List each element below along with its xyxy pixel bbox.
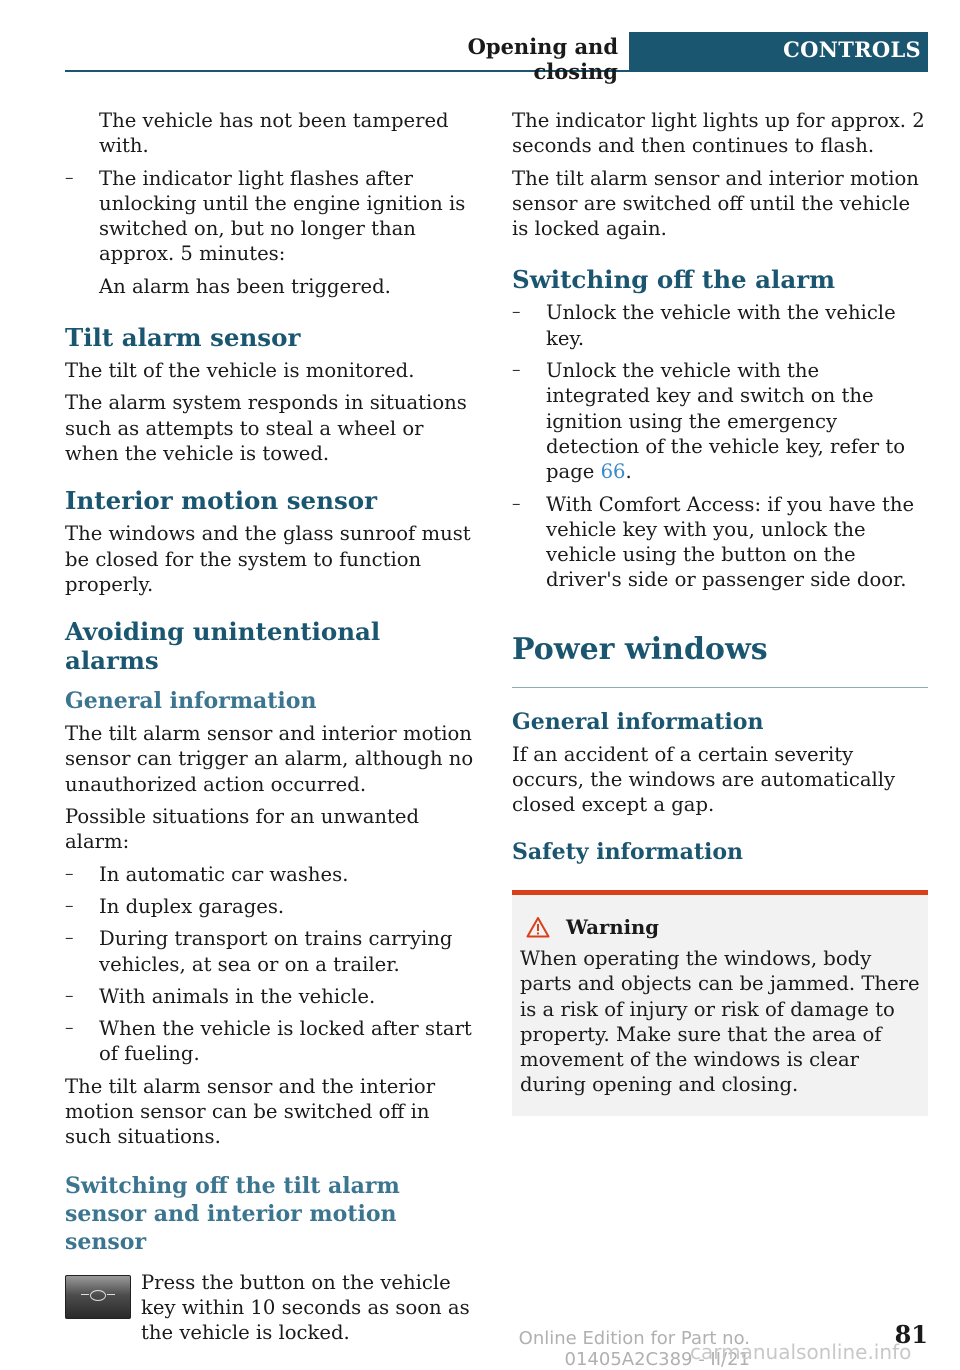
- list-item: – With animals in the vehicle.: [65, 984, 480, 1009]
- paragraph-general: The tilt alarm sensor and interior motion sensor can trigger an alarm, although no unauthorized action occurred.: [65, 722, 474, 796]
- warning-header: [526, 915, 920, 940]
- paragraph-tampered: The vehicle has not been tampered with.: [99, 109, 449, 158]
- right-column: [512, 108, 928, 1116]
- paragraph-interior: The windows and the glass sunroof must be closed for the system to function properly.: [65, 522, 471, 596]
- heading-avoiding-alarms: Avoiding unintentional alarms: [65, 617, 381, 676]
- paragraph-general-windows: If an accident of a certain severity occurs, the windows are automatically closed except a gap.: [512, 742, 896, 817]
- list-item-text-end: .: [625, 460, 632, 484]
- warning-triangle-icon: [526, 916, 550, 938]
- paragraph-indicator: The indicator light lights up for approx. 2 seconds and then continues to flash.: [512, 109, 925, 158]
- paragraph-tilt-1: The tilt of the vehicle is monitored.: [65, 359, 415, 383]
- list-item: – With Comfort Access: if you have the vehicle key with you, unlock the vehicle using the button on the driver's side or passenger side door.: [512, 492, 928, 593]
- situations-list: [65, 862, 480, 1067]
- list-item: [512, 358, 928, 484]
- paragraph-switchable: The tilt alarm sensor and the interior motion sensor can be switched off in such situations.: [65, 1074, 436, 1149]
- page-reference-link[interactable]: 66: [600, 460, 626, 484]
- switch-off-list: [512, 300, 928, 592]
- heading-power-windows: Power windows: [512, 631, 768, 667]
- heading-general-information: General information: [65, 688, 317, 715]
- paragraph-triggered: An alarm has been triggered.: [99, 274, 391, 298]
- section-title: Opening and closing: [467, 34, 618, 84]
- brand-logo-icon: [90, 1290, 106, 1301]
- paragraph-press-button: Press the button on the vehicle key within 10 seconds as soon as the vehicle is locked.: [141, 1270, 470, 1345]
- paragraph-sensors-off: The tilt alarm sensor and interior motion sensor are switched off until the vehicle is locked again.: [512, 166, 919, 241]
- list-item: – The indicator light flashes after unlocking until the engine ignition is switched on, but no longer than approx. 5 minutes:: [65, 166, 480, 267]
- warning-text: When operating the windows, body parts and objects can be jammed. There is a risk of injury or risk of damage to property. Make sure that the area of movement of the windows is clear during opening and closing.: [520, 946, 920, 1097]
- power-windows-section: [512, 633, 928, 687]
- key-instruction: [65, 1270, 480, 1348]
- list-item: – During transport on trains carrying vehicles, at sea or on a trailer.: [65, 926, 480, 977]
- heading-interior-motion-sensor: Interior motion sensor: [65, 486, 377, 516]
- heading-switching-off-alarm: Switching off the alarm: [512, 265, 836, 295]
- list-item: – Unlock the vehicle with the vehicle key.: [512, 300, 928, 351]
- heading-switch-off-sensors: Switching off the tilt alarm sensor and interior motion sensor: [65, 1172, 400, 1255]
- section-rule: [512, 687, 928, 688]
- heading-tilt-alarm-sensor: Tilt alarm sensor: [65, 323, 301, 353]
- watermark: carmanualsonline.info: [690, 1340, 912, 1364]
- chapter-tab: CONTROLS: [629, 32, 928, 72]
- list-item: – When the vehicle is locked after start of fueling.: [65, 1016, 480, 1067]
- warning-title: Warning: [566, 915, 659, 939]
- heading-general-information-windows: General information: [512, 708, 764, 735]
- vehicle-key-button-icon: [65, 1275, 131, 1319]
- paragraph-possible-situations: Possible situations for an unwanted alarm:: [65, 805, 420, 854]
- edition-text: Online Edition for Part no. 01405A2C389 - II/21: [518, 1328, 750, 1370]
- warning-box: [512, 890, 928, 1116]
- list-item-text: Unlock the vehicle with the integrated key and switch on the ignition using the emergency detection of the vehicle key, refer to page: [546, 359, 906, 484]
- list-item: – In duplex garages.: [65, 894, 480, 919]
- paragraph-tilt-2: The alarm system responds in situations such as attempts to steal a wheel or when the vehicle is towed.: [65, 391, 467, 465]
- page-number: 81: [894, 1320, 928, 1349]
- heading-safety-information: Safety information: [512, 838, 744, 865]
- flash-list: [65, 166, 480, 267]
- list-item: – In automatic car washes.: [65, 862, 480, 887]
- left-column: [65, 108, 480, 1348]
